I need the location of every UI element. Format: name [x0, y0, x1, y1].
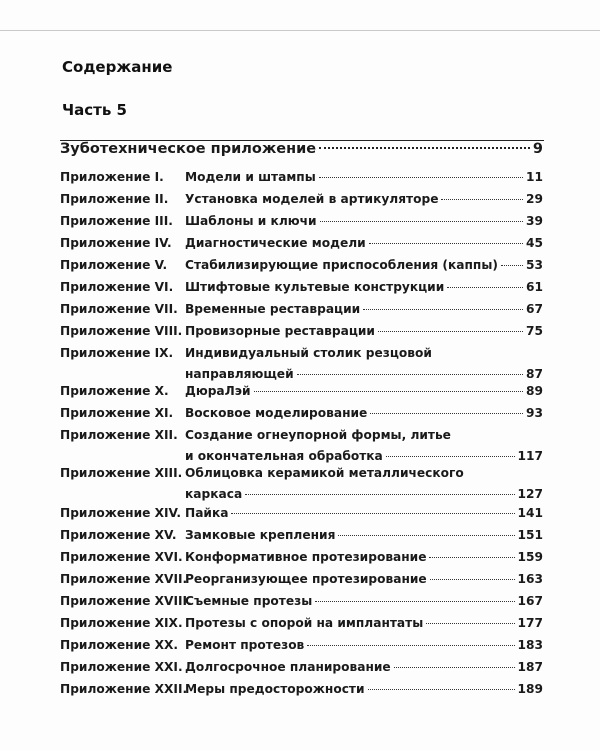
toc-entry-label: Приложение VIII.	[60, 324, 183, 338]
toc-entry-title: Восковое моделирование	[185, 406, 368, 420]
toc-entry-label: Приложение II.	[60, 192, 169, 206]
toc-entry-page: 127	[517, 487, 543, 501]
toc-entry-title: Установка моделей в артикуляторе	[185, 192, 439, 206]
toc-entry-page: 117	[517, 449, 543, 463]
toc-entry-page: 67	[526, 302, 543, 316]
toc-entry-page: 187	[517, 660, 543, 674]
dot-leader	[363, 309, 523, 310]
toc-entry-label: Приложение X.	[60, 384, 169, 398]
dot-leader	[447, 287, 523, 288]
toc-entry-title: Стабилизирующие приспособления (каппы)	[185, 258, 498, 272]
toc-entry-page: 29	[526, 192, 543, 206]
toc-entry-line	[185, 616, 543, 630]
toc-entry-line	[185, 660, 543, 674]
toc-entry-title: Реорганизующее протезирование	[185, 572, 427, 586]
toc-entry-line	[185, 280, 543, 294]
dot-leader	[386, 456, 515, 457]
toc-entry-line	[185, 528, 543, 542]
toc-entry-line	[185, 302, 543, 316]
toc-entry-label: Приложение XXII.	[60, 682, 188, 696]
toc-entry-title: Ремонт протезов	[185, 638, 305, 652]
dot-leader	[429, 557, 514, 558]
toc-entry-page: 45	[526, 236, 543, 250]
toc-entry-title: Модели и штампы	[185, 170, 316, 184]
toc-entry-label: Приложение VII.	[60, 302, 178, 316]
toc-entry-page: 75	[526, 324, 543, 338]
toc-entry-title: Съемные протезы	[185, 594, 313, 608]
dot-leader	[307, 645, 514, 646]
toc-entry-title: ДюраЛэй	[185, 384, 251, 398]
toc-entry-label: Приложение IX.	[60, 346, 174, 360]
toc-entry-title-continued: и окончательная обработка	[185, 449, 383, 463]
toc-entry-label: Приложение XIX.	[60, 616, 183, 630]
toc-entry-title-continued: каркаса	[185, 487, 243, 501]
toc-entry-label: Приложение XII.	[60, 428, 178, 442]
toc-entry-line	[185, 236, 543, 250]
toc-entry-title: Временные реставрации	[185, 302, 361, 316]
toc-entry-page: 167	[517, 594, 543, 608]
toc-entry-page: 87	[526, 367, 543, 381]
toc-entry-label: Приложение III.	[60, 214, 173, 228]
page-heading: Содержание	[62, 58, 173, 76]
toc-entry-line	[185, 487, 543, 501]
toc-entry-page: 53	[526, 258, 543, 272]
toc-entry-title: Конформативное протезирование	[185, 550, 427, 564]
toc-entry-label: Приложение XVIII.	[60, 594, 192, 608]
toc-entry-line	[185, 214, 543, 228]
toc-entry-title: Облицовка керамикой металлического	[185, 466, 464, 480]
toc-entry-page: 39	[526, 214, 543, 228]
toc-entry-label: Приложение XVII.	[60, 572, 188, 586]
toc-title-page: 9	[532, 141, 543, 157]
toc-entry-line	[185, 449, 543, 463]
toc-entry-page: 141	[517, 506, 543, 520]
toc-entry-page: 11	[526, 170, 543, 184]
dot-leader	[369, 243, 523, 244]
toc-entry-title: Индивидуальный столик резцовой	[185, 346, 432, 360]
dot-leader	[370, 413, 523, 414]
toc-entry-page: 163	[517, 572, 543, 586]
toc-entry-line	[185, 170, 543, 184]
toc-entry-line	[185, 682, 543, 696]
dot-leader	[426, 623, 514, 624]
dot-leader	[231, 513, 514, 514]
page-top-rule	[0, 30, 600, 31]
dot-leader	[297, 374, 523, 375]
dot-leader	[319, 177, 523, 178]
toc-entry-title: Пайка	[185, 506, 229, 520]
toc-entry-page: 61	[526, 280, 543, 294]
dot-leader	[338, 535, 514, 536]
toc-entry-label: Приложение XIII.	[60, 466, 183, 480]
toc-entry-label: Приложение XX.	[60, 638, 179, 652]
toc-entry-page: 189	[517, 682, 543, 696]
dot-leader	[320, 221, 524, 222]
dot-leader	[394, 667, 515, 668]
toc-entry-label: Приложение XXI.	[60, 660, 183, 674]
dot-leader	[315, 601, 514, 602]
toc-entry-title: Долгосрочное планирование	[185, 660, 391, 674]
toc-entry-title: Создание огнеупорной формы, литье	[185, 428, 451, 442]
toc-entry-label: Приложение XI.	[60, 406, 174, 420]
toc-entry-line	[185, 384, 543, 398]
part-heading: Часть 5	[62, 101, 127, 119]
toc-entry-title: Меры предосторожности	[185, 682, 365, 696]
toc-entry-page: 93	[526, 406, 543, 420]
toc-entry-line	[185, 572, 543, 586]
toc-entry-title-continued: направляющей	[185, 367, 294, 381]
toc-entry-line	[185, 367, 543, 381]
toc-title-row[interactable]	[60, 141, 543, 165]
dot-leader	[319, 147, 530, 149]
toc-entry-label: Приложение XV.	[60, 528, 177, 542]
toc-entry-line	[185, 406, 543, 420]
toc-entry-label: Приложение VI.	[60, 280, 174, 294]
toc-entry-title: Провизорные реставрации	[185, 324, 375, 338]
toc-entry-line	[185, 638, 543, 652]
toc-entry-label: Приложение IV.	[60, 236, 172, 250]
dot-leader	[378, 331, 523, 332]
toc-entry-title: Протезы с опорой на имплантаты	[185, 616, 424, 630]
toc-entry-line	[185, 324, 543, 338]
dot-leader	[368, 689, 515, 690]
dot-leader	[501, 265, 523, 266]
toc-entry-line	[185, 594, 543, 608]
toc-entry-page: 151	[517, 528, 543, 542]
toc-entry-page: 183	[517, 638, 543, 652]
toc-entry-label: Приложение XIV.	[60, 506, 182, 520]
toc-entry-line	[185, 258, 543, 272]
toc-entry-label: Приложение I.	[60, 170, 164, 184]
toc-entry-title: Штифтовые культевые конструкции	[185, 280, 445, 294]
toc-entry-line	[185, 192, 543, 206]
toc-entry-page: 159	[517, 550, 543, 564]
toc-entry-label: Приложение V.	[60, 258, 168, 272]
toc-entry-line	[185, 506, 543, 520]
toc-entry-label: Приложение XVI.	[60, 550, 183, 564]
dot-leader	[254, 391, 523, 392]
dot-leader	[245, 494, 514, 495]
toc-entry-line	[185, 550, 543, 564]
toc-entry-page: 177	[517, 616, 543, 630]
dot-leader	[441, 199, 523, 200]
dot-leader	[430, 579, 515, 580]
toc-entry-title: Шаблоны и ключи	[185, 214, 317, 228]
toc-entry-title: Замковые крепления	[185, 528, 336, 542]
toc-entry-page: 89	[526, 384, 543, 398]
toc-entry-title: Диагностические модели	[185, 236, 366, 250]
toc-title: Зуботехническое приложение	[60, 141, 317, 157]
